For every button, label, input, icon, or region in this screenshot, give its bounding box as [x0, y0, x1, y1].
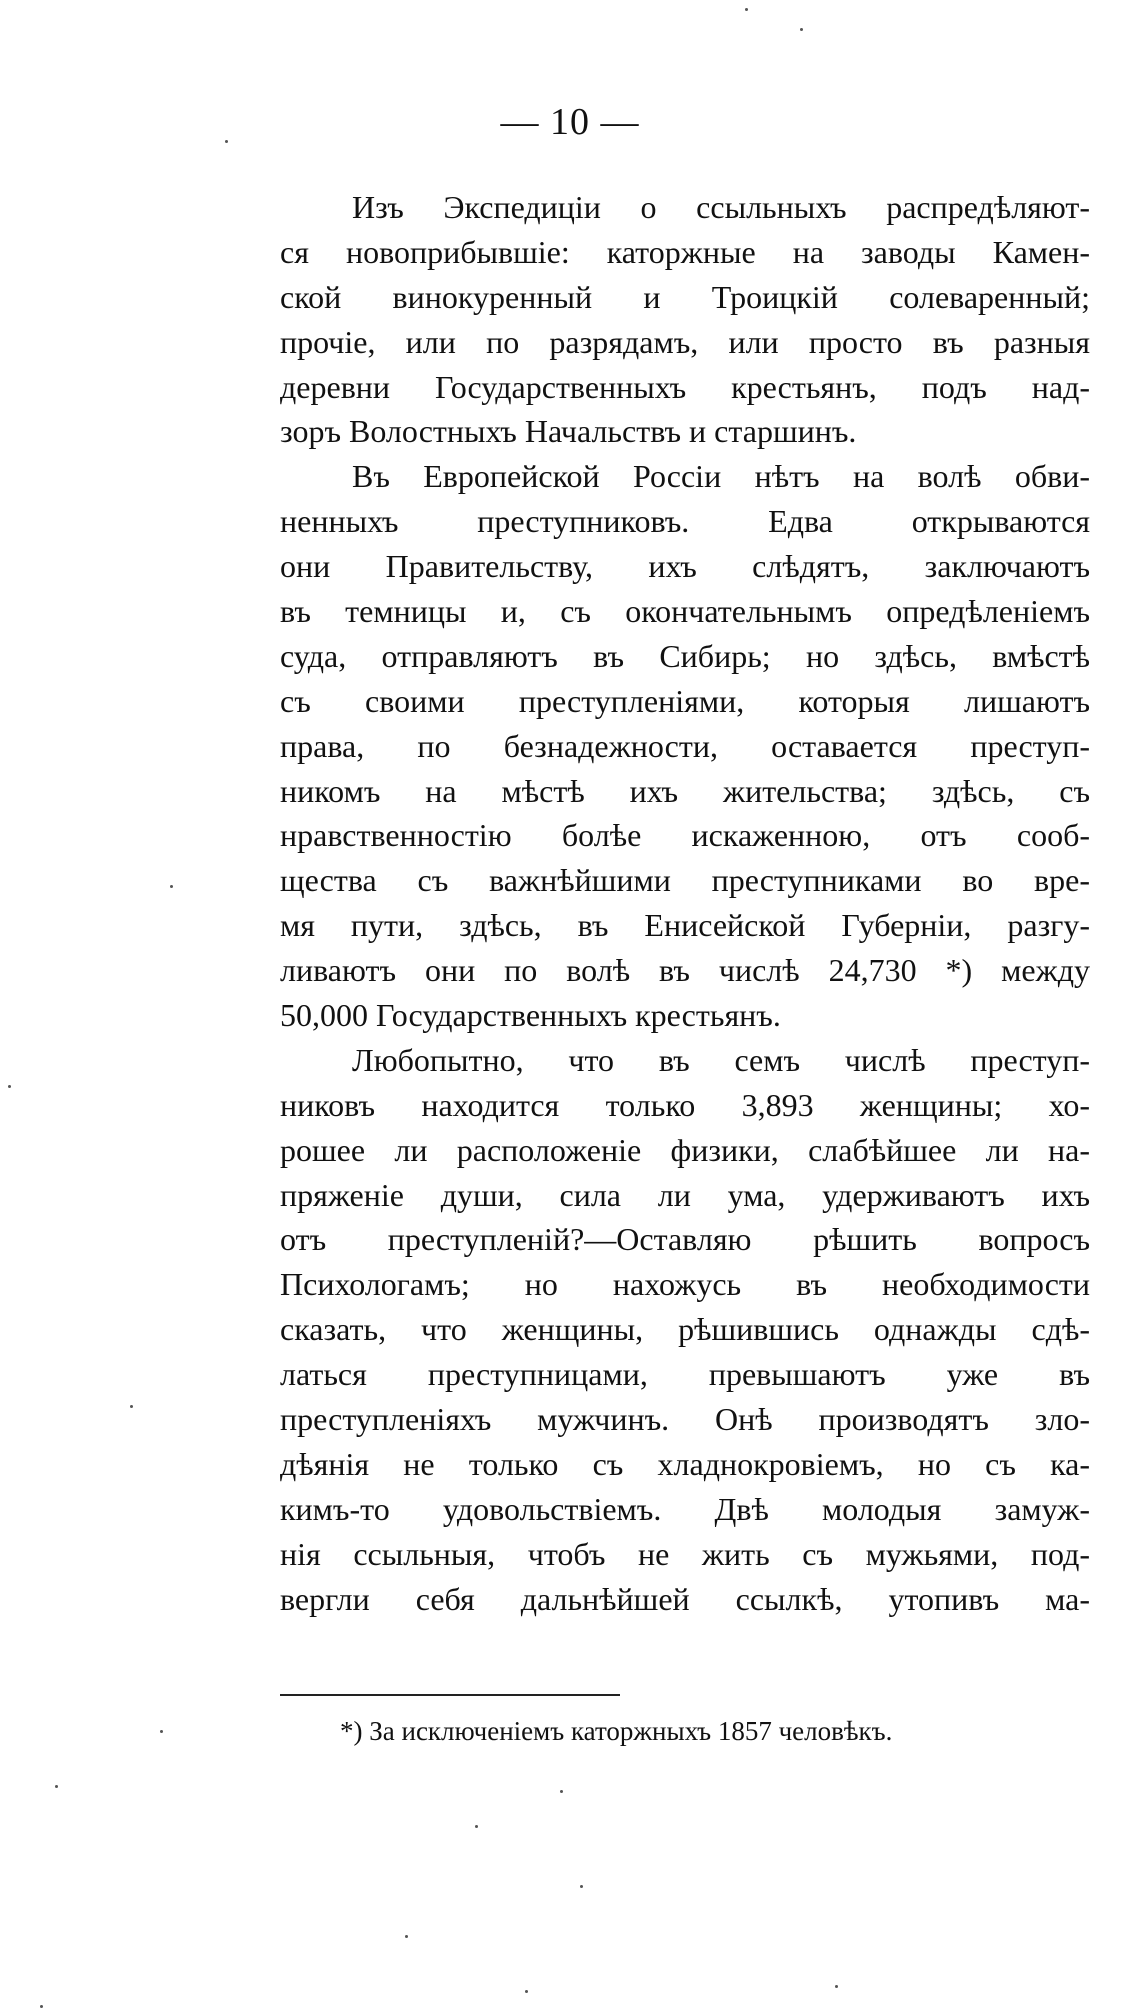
text-line: ненныхъ преступниковъ. Едва открываются — [280, 503, 1090, 540]
text-line: щества съ важнѣйшими преступниками во вре- — [280, 862, 1090, 899]
scan-speck — [40, 2005, 43, 2008]
scan-speck — [525, 1990, 528, 1993]
text-line: 50,000 Государственныхъ крестьянъ. — [280, 997, 781, 1034]
text-line: сказать, что женщины, рѣшившись однажды сдѣ- — [280, 1311, 1090, 1348]
text-line: вергли себя дальнѣйшей ссылкѣ, утопивъ ма- — [280, 1580, 1090, 1617]
text-line: ся новоприбывшіе: каторжные на заводы Камен- — [280, 233, 1090, 270]
text-line: нія ссыльныя, чтобъ не жить съ мужьями, под- — [280, 1535, 1090, 1572]
footnote: *) За исключеніемъ каторжныхъ 1857 человѣкъ. — [340, 1716, 893, 1746]
scan-speck — [580, 1885, 583, 1888]
text-line: зоръ Волостныхъ Начальствъ и старшинъ. — [280, 413, 857, 450]
text-line: права, по безнадежности, оставается преступ- — [280, 727, 1090, 764]
text-line: Психологамъ; но нахожусь въ необходимости — [280, 1266, 1090, 1303]
scan-speck — [170, 885, 173, 888]
body-text — [280, 185, 1090, 1622]
text-line: ливаютъ они по волѣ въ числѣ 24,730 *) между — [280, 952, 1090, 989]
scan-speck — [475, 1825, 478, 1828]
scan-speck — [835, 1985, 838, 1988]
paragraph-1 — [280, 185, 1090, 454]
text-line: суда, отправляютъ въ Сибирь; но здѣсь, вмѣстѣ — [280, 637, 1090, 674]
text-line: Въ Европейской Россіи нѣтъ на волѣ обви- — [352, 458, 1090, 495]
scan-speck — [405, 1935, 408, 1938]
text-line: преступленіяхъ мужчинъ. Онѣ производятъ зло- — [280, 1401, 1090, 1438]
text-line: деревни Государственныхъ крестьянъ, подъ над- — [280, 368, 1090, 405]
paragraph-2 — [280, 454, 1090, 1038]
text-line: ской винокуренный и Троицкій солеваренный; — [280, 278, 1090, 315]
page-number: — 10 — — [500, 101, 640, 143]
scan-speck — [745, 8, 748, 11]
text-line: нравственностію болѣе искаженною, отъ сооб- — [280, 817, 1090, 854]
scan-speck — [160, 1730, 163, 1733]
text-line: мя пути, здѣсь, въ Енисейской Губерніи, разгу- — [280, 907, 1090, 944]
scan-speck — [560, 1790, 563, 1793]
text-line: отъ преступленій?—Оставляю рѣшить вопросъ — [280, 1221, 1090, 1258]
scan-speck — [800, 28, 803, 31]
text-line: никовъ находится только 3,893 женщины; хо- — [280, 1086, 1090, 1123]
scan-speck — [8, 1085, 11, 1088]
scan-speck — [225, 140, 228, 143]
text-line: съ своими преступленіями, которыя лишаютъ — [280, 682, 1090, 719]
text-line: Любопытно, что въ семъ числѣ преступ- — [352, 1041, 1090, 1078]
text-line: латься преступницами, превышаютъ уже въ — [280, 1356, 1090, 1393]
footnote-divider — [280, 1694, 620, 1696]
scan-speck — [130, 1405, 133, 1408]
text-line: никомъ на мѣстѣ ихъ жительства; здѣсь, съ — [280, 772, 1090, 809]
text-line: пряженіе души, сила ли ума, удерживаютъ ихъ — [280, 1176, 1090, 1213]
text-line: рошее ли расположеніе физики, слабѣйшее ли на- — [280, 1131, 1090, 1168]
scan-speck — [55, 1785, 58, 1788]
text-line: прочіе, или по разрядамъ, или просто въ разныя — [280, 323, 1090, 360]
text-line: дѣянія не только съ хладнокровіемъ, но съ ка- — [280, 1445, 1090, 1482]
text-line: въ темницы и, съ окончательнымъ опредѣленіемъ — [280, 593, 1090, 630]
paragraph-3 — [280, 1038, 1090, 1622]
text-line: они Правительству, ихъ слѣдятъ, заключаютъ — [280, 548, 1090, 585]
text-line: Изъ Экспедиціи о ссыльныхъ распредѣляют- — [352, 189, 1090, 225]
text-line: кимъ-то удовольствіемъ. Двѣ молодыя замуж- — [280, 1490, 1090, 1527]
